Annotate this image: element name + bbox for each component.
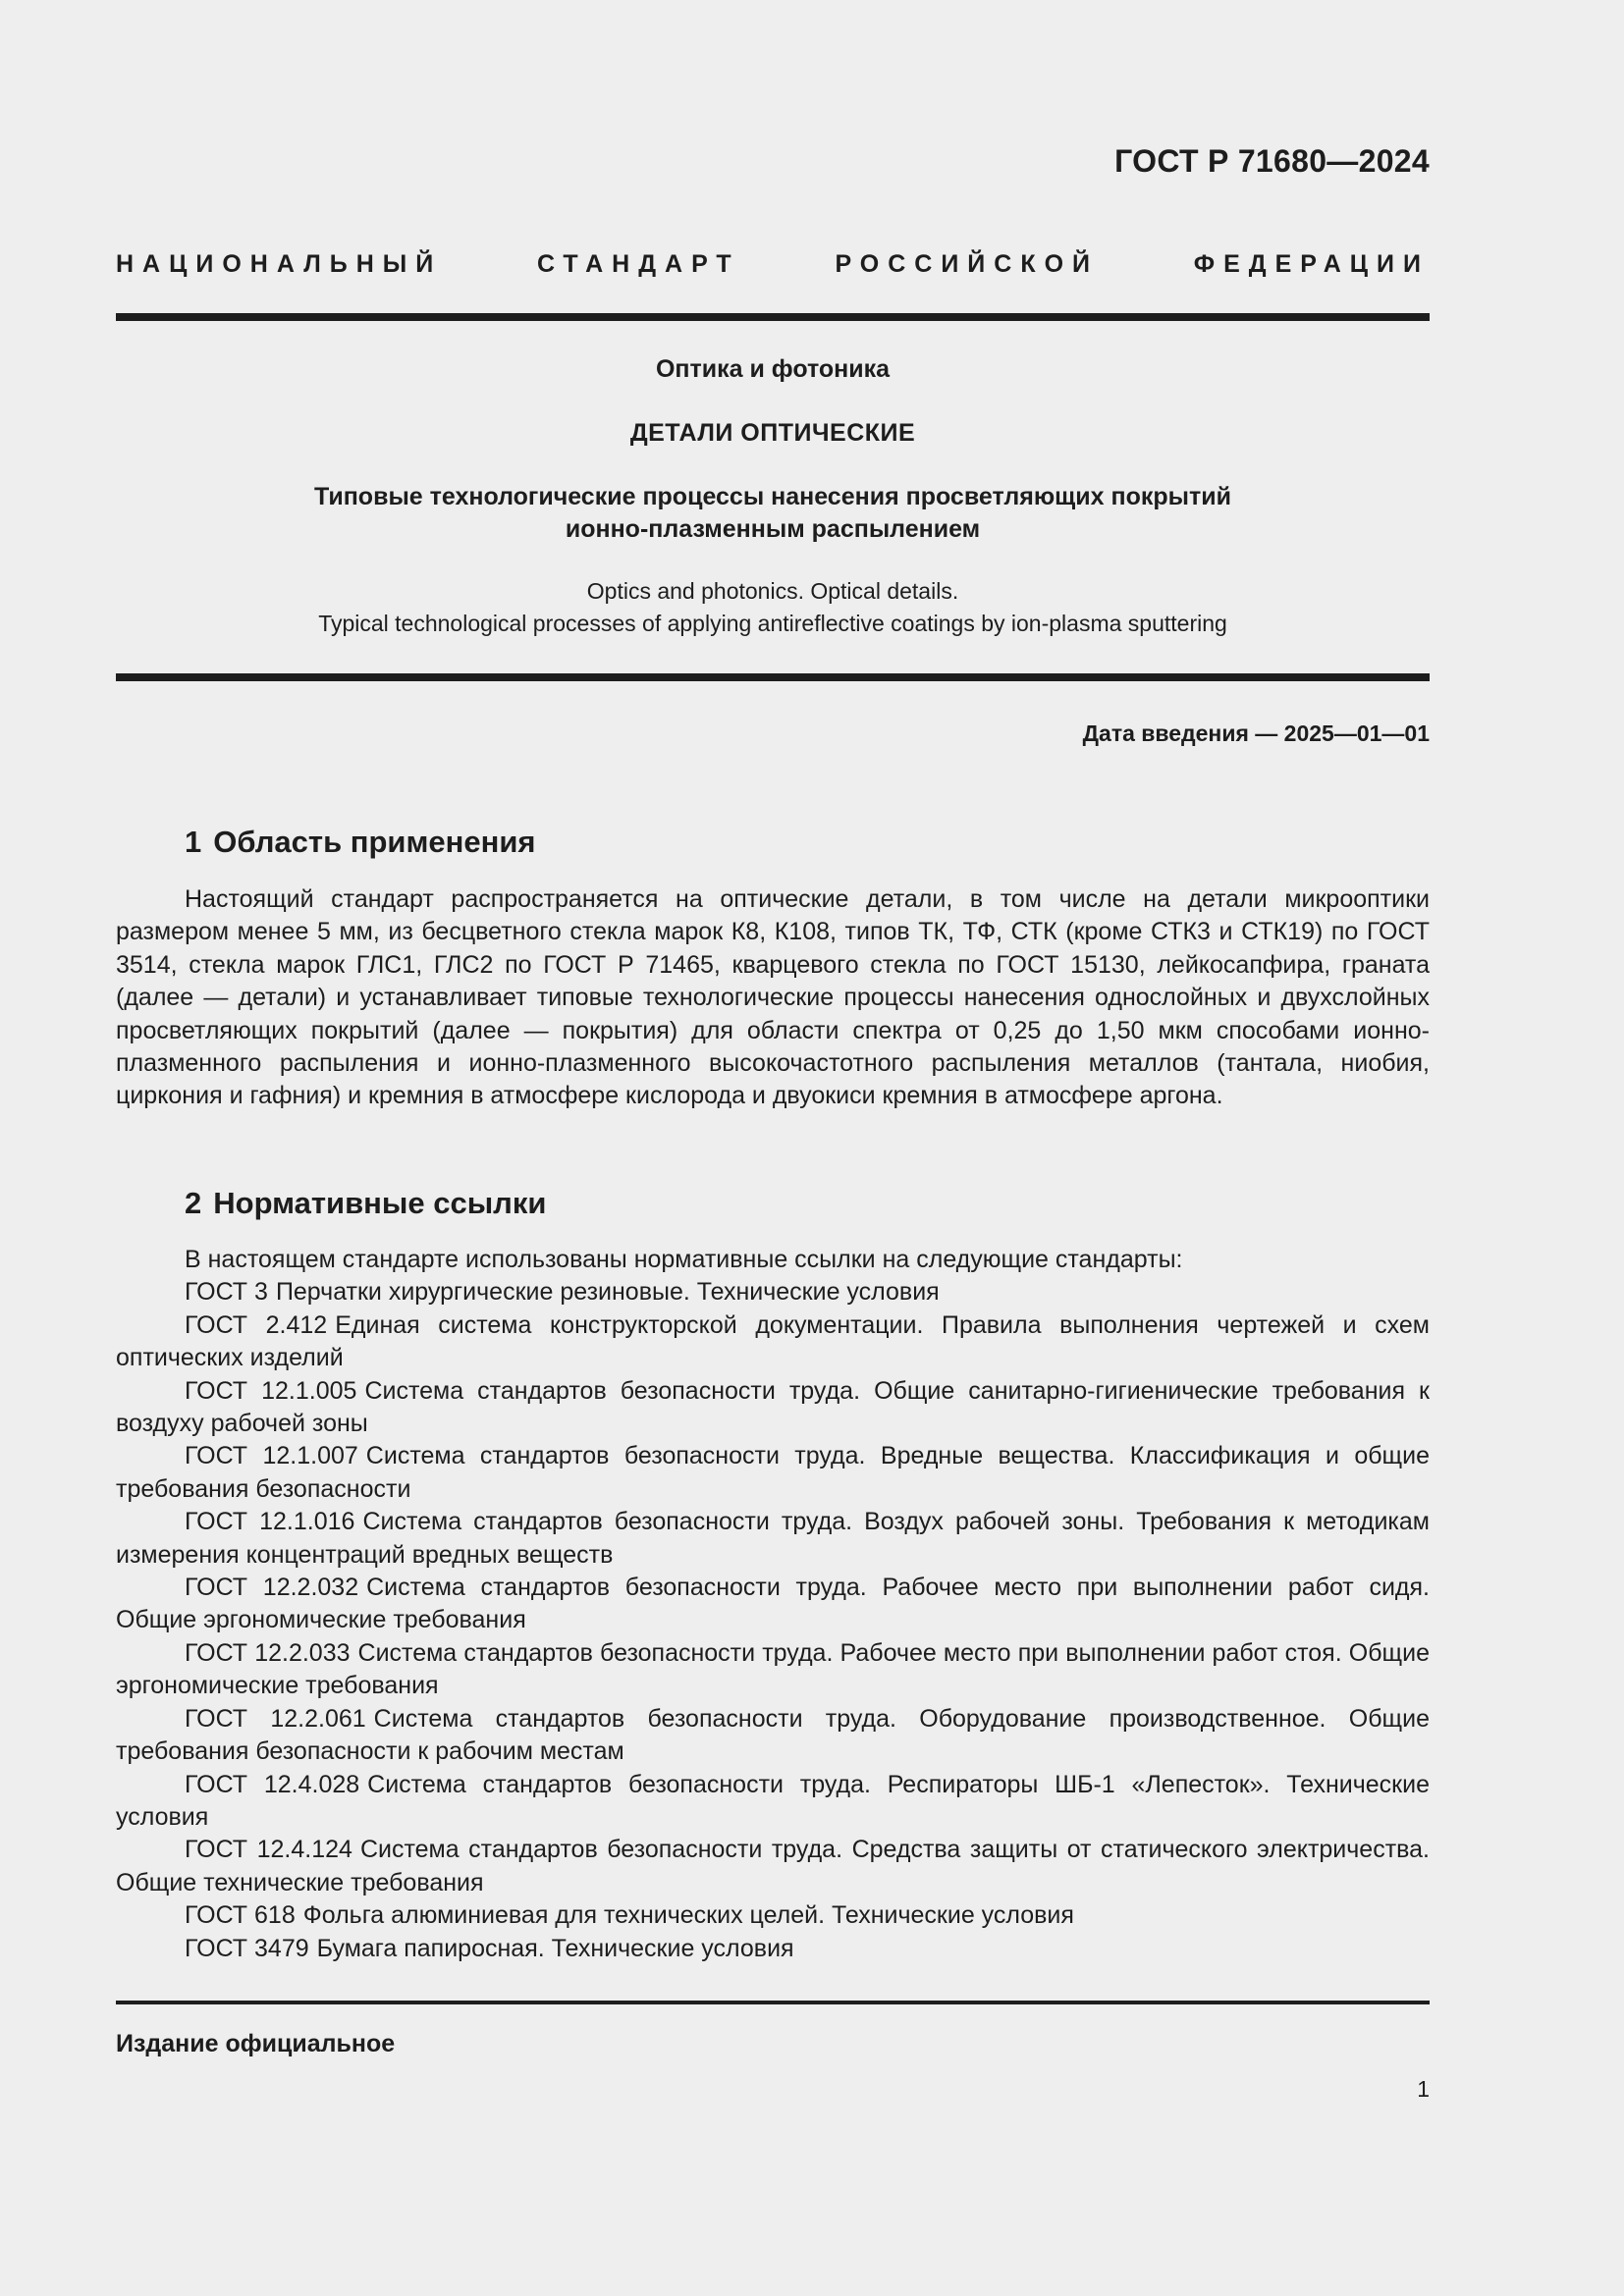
reference-code: ГОСТ 12.1.005 <box>185 1376 357 1405</box>
reference-code: ГОСТ 3 <box>185 1278 268 1307</box>
reference-title: Фольга алюминиевая для технических целей. Технические условия <box>302 1901 1074 1930</box>
reference-code: ГОСТ 12.2.033 <box>185 1638 351 1667</box>
reference-title: Бумага папиросная. Технические условия <box>316 1934 794 1962</box>
reference-item <box>116 1834 1430 1899</box>
reference-item <box>116 1506 1430 1572</box>
reference-item <box>116 1572 1430 1637</box>
english-title-line-1: Optics and photonics. Optical details. <box>586 578 959 604</box>
reference-item <box>116 1769 1430 1835</box>
reference-code: ГОСТ 618 <box>185 1901 296 1930</box>
section-1-number: 1 <box>185 825 202 859</box>
reference-title: Перчатки хирургические резиновые. Технические условия <box>275 1278 940 1307</box>
reference-code: ГОСТ 12.1.007 <box>185 1442 358 1470</box>
section-1-paragraph: Настоящий стандарт распространяется на оптические детали, в том числе на детали микрооптики размером менее 5 мм, из бесцветного стекла марок К8, К108, типов ТК, ТФ, СТК (кроме СТК3 и СТК19) по ГОСТ 3514, стекла марок ГЛС1, ГЛС2 по ГОСТ Р 71465, кварцевого стекла по ГОСТ 15130, лейкосапфира, граната (далее — детали) и устанавливает типовые технологические процессы нанесения однослойных и двухслойных просветляющих покрытий (далее — покрытия) для области спектра от 0,25 до 1,50 мкм способами ионно-плазменного распыления и ионно-плазменного высокочастотного распыления металлов (тантала, ниобия, циркония и гафния) и кремния в атмосфере кислорода и двуокиси кремния в атмосфере аргона. <box>116 885 1430 1110</box>
section-2-heading <box>185 1186 546 1221</box>
introduction-date: Дата введения — 2025—01—01 <box>1082 721 1430 746</box>
reference-code: ГОСТ 12.4.124 <box>185 1836 352 1864</box>
reference-code: ГОСТ 12.2.032 <box>185 1574 359 1602</box>
reference-title: Система стандартов безопасности труда. Общие санитарно-гигиенические требования к воздуху рабочей зоны <box>116 1376 1430 1438</box>
section-2-number: 2 <box>185 1186 202 1220</box>
national-standard-banner: НАЦИОНАЛЬНЫЙ СТАНДАРТ РОССИЙСКОЙ ФЕДЕРАЦИИ <box>116 250 1430 278</box>
reference-code: ГОСТ 2.412 <box>185 1310 328 1339</box>
reference-title: Система стандартов безопасности труда. Вредные вещества. Классификация и общие требования безопасности <box>116 1442 1430 1503</box>
reference-code: ГОСТ 3479 <box>185 1934 309 1962</box>
russian-title-line-1: Типовые технологические процессы нанесения просветляющих покрытий <box>314 483 1231 510</box>
reference-title: Система стандартов безопасности труда. Респираторы ШБ-1 «Лепесток». Технические условия <box>116 1770 1430 1831</box>
english-title <box>116 575 1430 640</box>
reference-title: Система стандартов безопасности труда. Оборудование производственное. Общие требования безопасности к рабочим местам <box>116 1704 1430 1766</box>
english-title-line-2: Typical technological processes of applying antireflective coatings by ion-plasma sputtering <box>318 611 1227 636</box>
reference-code: ГОСТ 12.1.016 <box>185 1508 355 1536</box>
subject-title: Оптика и фотоника <box>655 355 891 383</box>
reference-item <box>116 1309 1430 1375</box>
reference-title: Система стандартов безопасности труда. Рабочее место при выполнении работ стоя. Общие эргономические требования <box>116 1638 1430 1700</box>
reference-code: ГОСТ 12.4.028 <box>185 1770 360 1798</box>
product-title: ДЕТАЛИ ОПТИЧЕСКИЕ <box>629 419 916 447</box>
reference-title: Система стандартов безопасности труда. Рабочее место при выполнении работ сидя. Общие эргономические требования <box>116 1574 1430 1634</box>
reference-item <box>116 1375 1430 1441</box>
title-bottom-divider <box>116 673 1430 681</box>
footer-divider <box>116 2001 1430 2004</box>
section-1-heading <box>185 825 536 860</box>
top-divider <box>116 313 1430 321</box>
reference-item <box>116 1440 1430 1506</box>
reference-item <box>116 1276 1430 1308</box>
reference-item <box>116 1703 1430 1769</box>
reference-item <box>116 1899 1430 1932</box>
reference-title: Система стандартов безопасности труда. Средства защиты от статического электричества. Общие технические требования <box>116 1836 1431 1896</box>
reference-title: Система стандартов безопасности труда. Воздух рабочей зоны. Требования к методикам измерения концентраций вредных веществ <box>116 1508 1430 1569</box>
reference-code: ГОСТ 12.2.061 <box>185 1704 366 1733</box>
russian-title <box>116 481 1430 546</box>
page-number: 1 <box>1417 2076 1430 2102</box>
reference-item <box>116 1637 1430 1703</box>
references-intro: В настоящем стандарте использованы нормативные ссылки на следующие стандарты: <box>185 1246 1183 1273</box>
section-2-title: Нормативные ссылки <box>213 1186 547 1220</box>
section-1-title: Область применения <box>213 825 536 859</box>
russian-title-line-2: ионно-плазменным распылением <box>565 515 981 543</box>
normative-references-list <box>116 1244 1430 1965</box>
reference-item <box>116 1933 1430 1965</box>
official-edition-label: Издание официальное <box>116 2030 396 2057</box>
gost-number: ГОСТ Р 71680—2024 <box>1114 143 1430 179</box>
reference-title: Единая система конструкторской документации. Правила выполнения чертежей и схем оптических изделий <box>116 1310 1430 1372</box>
